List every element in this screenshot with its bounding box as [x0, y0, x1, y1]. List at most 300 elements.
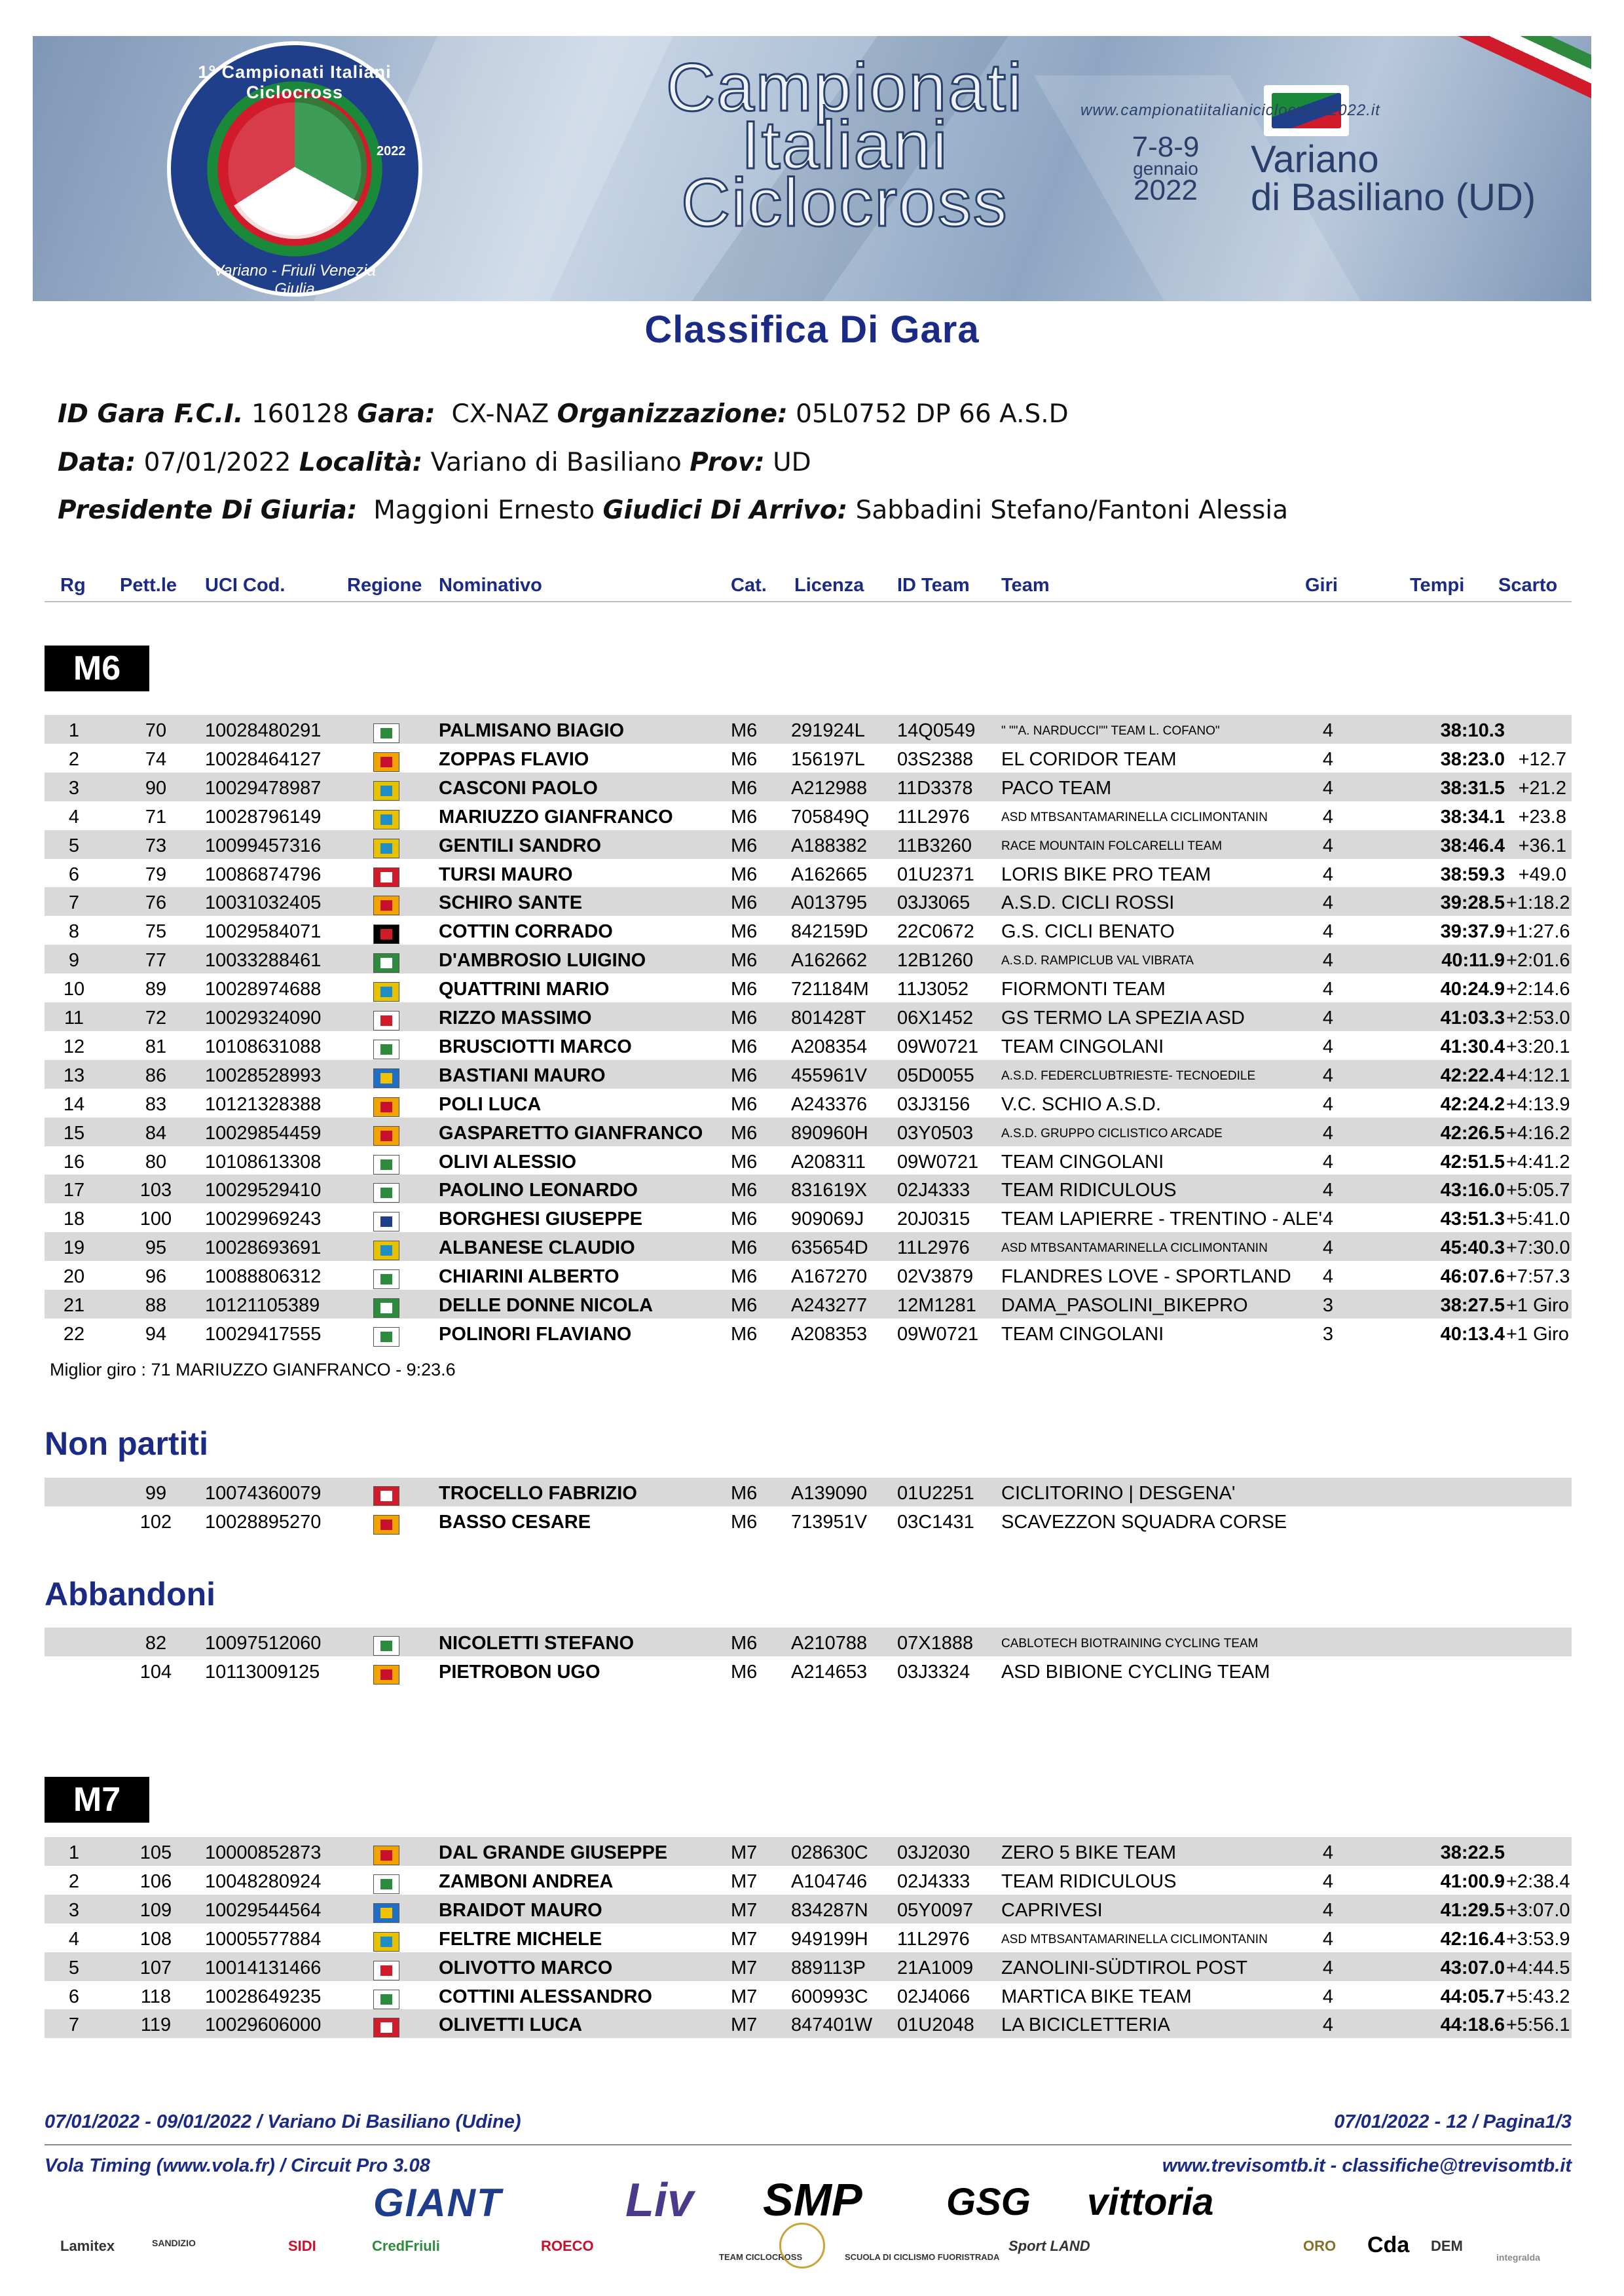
time: 38:10.3 — [1440, 720, 1505, 741]
bib-number: 102 — [139, 1511, 172, 1533]
time: 44:18.6 — [1440, 2014, 1505, 2036]
region-flag-ven-icon — [373, 752, 399, 772]
team-name: A.S.D. RAMPICLUB VAL VIBRATA — [1001, 954, 1194, 968]
time: 38:27.5 — [1440, 1295, 1505, 1316]
region-emblem-icon — [380, 1879, 392, 1889]
table-row — [45, 974, 1572, 1002]
rank: 6 — [68, 864, 80, 885]
col-id-team: ID Team — [897, 575, 970, 596]
gap: +21.2 — [1518, 777, 1566, 799]
region-flag-icon — [373, 1631, 402, 1652]
sponsor-sidi-logo: SIDI — [288, 2238, 316, 2254]
region-flag-mar-icon — [373, 1155, 399, 1175]
uci-code: 10029324090 — [205, 1008, 322, 1029]
table-row — [45, 1952, 1572, 1981]
table-row — [45, 887, 1572, 916]
col-giri: Giri — [1305, 575, 1338, 596]
uci-code: 10099457316 — [205, 835, 322, 856]
rider-name: SCHIRO SANTE — [439, 892, 583, 914]
team-name: TEAM LAPIERRE - TRENTINO - ALE' — [1001, 1209, 1323, 1230]
rank: 1 — [68, 720, 80, 741]
table-row — [45, 744, 1572, 773]
region-flag-icon — [373, 833, 402, 854]
region-emblem-icon — [380, 843, 392, 854]
uci-code: 10028528993 — [205, 1065, 322, 1086]
team-id: 12M1281 — [897, 1295, 976, 1316]
rider-name: BRUSCIOTTI MARCO — [439, 1036, 632, 1057]
team-name: CAPRIVESI — [1001, 1899, 1103, 1921]
sponsor-cda-logo: Cda — [1367, 2232, 1410, 2257]
region-flag-ven-icon — [373, 1846, 399, 1865]
rider-name: DELLE DONNE NICOLA — [439, 1295, 654, 1316]
region-flag-laz-icon — [373, 1932, 399, 1952]
region-flag-icon — [373, 1235, 402, 1256]
rider-name: OLIVOTTO MARCO — [439, 1957, 613, 1978]
school-crest-icon — [779, 2223, 825, 2269]
laps: 4 — [1322, 892, 1334, 914]
logo-ring-top-text: 1° Campionati Italiani Ciclocross — [198, 62, 392, 102]
region-flag-sar-icon — [373, 1183, 399, 1203]
gap: +4:12.1 — [1506, 1065, 1570, 1086]
rider-name: DAL GRANDE GIUSEPPE — [439, 1842, 668, 1863]
sponsor-sportland-logo: Sport LAND — [1008, 2238, 1090, 2254]
team-id: 02V3879 — [897, 1266, 974, 1288]
team-name: CICLITORINO | DESGENA' — [1001, 1483, 1236, 1504]
rider-name: PAOLINO LEONARDO — [439, 1180, 638, 1201]
event-dates — [1080, 131, 1251, 206]
category: M6 — [731, 1483, 758, 1504]
gap: +12.7 — [1518, 748, 1566, 770]
category: M6 — [731, 720, 758, 741]
uci-code: 10031032405 — [205, 892, 322, 914]
region-flag-mar-icon — [373, 1327, 399, 1347]
gap: +49.0 — [1518, 864, 1566, 885]
col-regione: Regione — [347, 575, 422, 596]
rank: 9 — [68, 950, 80, 972]
meta-line-date — [58, 448, 811, 477]
table-row — [45, 1089, 1572, 1118]
team-id: 14Q0549 — [897, 720, 976, 741]
footer-page-info: 07/01/2022 - 12 / Pagina1/3 — [1334, 2111, 1572, 2132]
logo-ring-bottom-text: Variano - Friuli Venezia Giulia — [213, 262, 376, 298]
table-row — [45, 773, 1572, 801]
region-flag-pie-icon — [373, 2018, 399, 2037]
rider-name: OLIVETTI LUCA — [439, 2014, 583, 2036]
gara-value: CX-NAZ — [451, 399, 549, 429]
region-flag-icon — [373, 776, 402, 797]
region-emblem-icon — [380, 1520, 392, 1530]
region-flag-icon — [373, 919, 402, 940]
license: A162665 — [791, 864, 868, 885]
time: 42:51.5 — [1440, 1151, 1505, 1173]
region-flag-icon — [373, 1034, 402, 1055]
license: 909069J — [791, 1209, 864, 1230]
gap: +3:07.0 — [1506, 1899, 1570, 1921]
time: 46:07.6 — [1440, 1266, 1505, 1288]
team-id: 05D0055 — [897, 1065, 974, 1086]
license: 600993C — [791, 1986, 868, 2007]
bib-number: 106 — [139, 1870, 172, 1892]
laps: 4 — [1322, 1237, 1334, 1259]
rank: 13 — [63, 1065, 85, 1086]
uci-code: 10000852873 — [205, 1842, 322, 1863]
venue-line: Variano — [1251, 138, 1379, 181]
region-emblem-icon — [380, 2022, 392, 2033]
time: 43:07.0 — [1440, 1957, 1505, 1978]
bib-number: 105 — [139, 1842, 172, 1863]
uci-code: 10121105389 — [205, 1295, 320, 1316]
rank: 5 — [68, 835, 80, 856]
team-id: 20J0315 — [897, 1209, 970, 1230]
region-flag-icon — [373, 747, 402, 768]
region-flag-icon — [373, 1510, 402, 1531]
category: M6 — [731, 1122, 758, 1144]
team-name: ZERO 5 BIKE TEAM — [1001, 1842, 1176, 1863]
rank: 8 — [68, 921, 80, 943]
table-row — [45, 715, 1572, 744]
table-row — [45, 859, 1572, 888]
time: 41:30.4 — [1440, 1036, 1505, 1057]
team-ciclocross-label: TEAM CICLOCROSS — [719, 2252, 803, 2262]
license: 635654D — [791, 1237, 868, 1259]
category: M6 — [731, 979, 758, 1000]
team-name: ASD MTBSANTAMARINELLA CICLIMONTANIN — [1001, 1932, 1268, 1946]
uci-code: 10029417555 — [205, 1323, 322, 1345]
rank: 2 — [68, 748, 80, 770]
cyclist-logo-icon — [223, 95, 367, 239]
region-flag-abr-icon — [373, 1298, 399, 1318]
dates-days: 7-8-9 — [1132, 131, 1200, 163]
sponsor-gsg-logo: GSG — [946, 2181, 1031, 2223]
bib-number: 108 — [139, 1928, 172, 1950]
col-cat: Cat. — [731, 575, 767, 596]
meta-line-jury — [58, 496, 1288, 525]
category: M6 — [731, 1237, 758, 1259]
team-id: 03J3156 — [897, 1093, 970, 1115]
gap: +4:16.2 — [1506, 1122, 1570, 1144]
laps: 4 — [1322, 950, 1334, 972]
region-emblem-icon — [380, 1641, 392, 1651]
bib-number: 107 — [139, 1957, 172, 1978]
bib-number: 70 — [145, 720, 167, 741]
sponsor-liv-logo: Liv — [625, 2174, 694, 2227]
time: 38:34.1 — [1440, 806, 1505, 828]
bib-number: 71 — [145, 806, 167, 828]
team-id: 11L2976 — [897, 806, 970, 828]
team-id: 01U2371 — [897, 864, 974, 885]
laps: 3 — [1322, 1323, 1334, 1345]
region-emblem-icon — [380, 1908, 392, 1918]
sponsor-giant-logo: GIANT — [373, 2181, 502, 2225]
rank: 4 — [68, 806, 80, 828]
table-row — [45, 1506, 1572, 1535]
laps: 4 — [1322, 1266, 1334, 1288]
region-emblem-icon — [380, 1216, 392, 1227]
license: A188382 — [791, 835, 868, 856]
sponsor-sandizio-logo: SANDIZIO — [152, 2238, 196, 2248]
region-emblem-icon — [380, 728, 392, 738]
table-row — [45, 1146, 1572, 1175]
laps: 4 — [1322, 1870, 1334, 1892]
region-flag-ven-icon — [373, 1097, 399, 1117]
team-name: ASD MTBSANTAMARINELLA CICLIMONTANIN — [1001, 810, 1268, 824]
team-name: TEAM CINGOLANI — [1001, 1036, 1164, 1057]
uci-code: 10014131466 — [205, 1957, 322, 1978]
region-flag-icon — [373, 1869, 402, 1890]
region-emblem-icon — [380, 1159, 392, 1170]
region-flag-icon — [373, 1121, 402, 1142]
team-name: V.C. SCHIO A.S.D. — [1001, 1093, 1161, 1115]
gap: +36.1 — [1518, 835, 1566, 856]
category: M6 — [731, 1323, 758, 1345]
uci-code: 10029584071 — [205, 921, 322, 943]
data-value: 07/01/2022 — [143, 448, 291, 477]
banner-title-line: Ciclocross — [681, 165, 1008, 241]
uci-code: 10028464127 — [205, 748, 322, 770]
license: 842159D — [791, 921, 868, 943]
region-emblem-icon — [380, 987, 392, 997]
uci-code: 10097512060 — [205, 1633, 322, 1654]
team-id: 11L2976 — [897, 1237, 970, 1259]
license: A208311 — [791, 1151, 866, 1173]
org-label: Organizzazione: — [557, 399, 788, 429]
time: 45:40.3 — [1440, 1237, 1505, 1259]
rank: 20 — [63, 1266, 85, 1288]
region-flag-pie-icon — [373, 867, 399, 887]
category: M6 — [731, 1266, 758, 1288]
time: 41:29.5 — [1440, 1899, 1505, 1921]
time: 38:59.3 — [1440, 864, 1505, 885]
bib-number: 90 — [145, 777, 167, 799]
gap: +1 Giro — [1506, 1323, 1569, 1345]
rider-name: D'AMBROSIO LUIGINO — [439, 950, 646, 972]
dates-month: gennaio — [1133, 158, 1198, 179]
category: M7 — [731, 1928, 758, 1950]
col-uci: UCI Cod. — [205, 575, 286, 596]
region-flag-icon — [373, 1207, 402, 1228]
time: 42:24.2 — [1440, 1093, 1505, 1115]
team-id: 02J4333 — [897, 1870, 970, 1892]
laps: 4 — [1322, 1122, 1334, 1144]
region-emblem-icon — [380, 1850, 392, 1861]
bib-number: 99 — [145, 1483, 167, 1504]
region-flag-icon — [373, 1006, 402, 1027]
rank: 6 — [68, 1986, 80, 2007]
laps: 4 — [1322, 979, 1334, 1000]
uci-code: 10029969243 — [205, 1209, 322, 1230]
region-flag-laz-icon — [373, 1241, 399, 1260]
team-id: 03Y0503 — [897, 1122, 974, 1144]
rank: 10 — [63, 979, 85, 1000]
team-id: 11J3052 — [897, 979, 969, 1000]
team-name: CABLOTECH BIOTRAINING CYCLING TEAM — [1001, 1637, 1259, 1650]
rider-name: BORGHESI GIUSEPPE — [439, 1209, 643, 1230]
region-emblem-icon — [380, 1937, 392, 1947]
gap: +2:38.4 — [1506, 1870, 1570, 1892]
col-licenza: Licenza — [794, 575, 864, 596]
uci-code: 10121328388 — [205, 1093, 322, 1115]
team-id: 11D3378 — [897, 777, 973, 799]
bib-number: 84 — [145, 1122, 167, 1144]
rider-name: FELTRE MICHELE — [439, 1928, 602, 1950]
rank: 11 — [64, 1008, 84, 1029]
region-flag-tre-icon — [373, 1212, 399, 1231]
gap: +5:41.0 — [1506, 1209, 1570, 1230]
footer-contact[interactable]: www.trevisomtb.it - classifiche@trevisomtb.it — [1162, 2155, 1572, 2176]
table-row — [45, 1203, 1572, 1232]
category: M6 — [731, 1065, 758, 1086]
time: 40:24.9 — [1440, 979, 1505, 1000]
license: A013795 — [791, 892, 868, 914]
page-title: Classifica Di Gara — [644, 308, 980, 351]
license: 949199H — [791, 1928, 868, 1950]
time: 38:46.4 — [1440, 835, 1505, 856]
table-row — [45, 1319, 1572, 1347]
category: M7 — [731, 2014, 758, 2036]
team-id: 07X1888 — [897, 1633, 974, 1654]
team-id: 06X1452 — [897, 1008, 974, 1029]
region-emblem-icon — [380, 1994, 392, 2005]
rank: 3 — [68, 1899, 80, 1921]
region-flag-icon — [373, 1178, 402, 1199]
sponsor-credfriuli-logo: CredFriuli — [372, 2238, 440, 2254]
table-row — [45, 1002, 1572, 1031]
region-emblem-icon — [380, 929, 392, 939]
region-emblem-icon — [380, 1073, 392, 1084]
gap: +3:20.1 — [1506, 1036, 1570, 1057]
team-name: DAMA_PASOLINI_BIKEPRO — [1001, 1295, 1248, 1316]
table-row — [45, 945, 1572, 974]
col-tempi: Tempi — [1410, 575, 1465, 596]
col-team: Team — [1001, 575, 1050, 596]
laps: 4 — [1322, 777, 1334, 799]
laps: 4 — [1322, 1008, 1334, 1029]
region-flag-lom-icon — [373, 1636, 399, 1656]
banner-title — [583, 50, 1107, 241]
org-value: 05L0752 DP 66 A.S.D — [796, 399, 1069, 429]
rank: 7 — [68, 2014, 80, 2036]
rider-name: POLI LUCA — [439, 1093, 542, 1115]
rider-name: GASPARETTO GIANFRANCO — [439, 1122, 703, 1144]
team-id: 22C0672 — [897, 921, 974, 943]
table-row — [45, 1895, 1572, 1923]
region-flag-icon — [373, 1150, 402, 1171]
team-name: RACE MOUNTAIN FOLCARELLI TEAM — [1001, 839, 1223, 853]
gap: +1 Giro — [1506, 1295, 1569, 1316]
table-row — [45, 1837, 1572, 1866]
region-flag-icon — [373, 1660, 402, 1681]
localita-label: Località: — [299, 448, 423, 477]
rank: 14 — [63, 1093, 85, 1115]
sponsor-integralda-logo: integralda — [1496, 2252, 1540, 2263]
license: 801428T — [791, 1008, 866, 1029]
team-name: A.S.D. FEDERCLUBTRIESTE- TECNOEDILE — [1001, 1068, 1256, 1083]
uci-code: 10028649235 — [205, 1986, 322, 2007]
banner-title-line: Campionati — [665, 50, 1024, 126]
uci-code: 10086874796 — [205, 864, 322, 885]
laps: 4 — [1322, 1093, 1334, 1115]
sponsor-smp-logo: SMP — [763, 2174, 862, 2225]
region-flag-pie-icon — [373, 1486, 399, 1506]
rank: 18 — [63, 1209, 85, 1230]
category: M6 — [731, 1180, 758, 1201]
rank: 1 — [68, 1842, 80, 1863]
laps: 4 — [1322, 864, 1334, 885]
table-row — [45, 1866, 1572, 1895]
table-row — [45, 1478, 1572, 1506]
license: A214653 — [791, 1661, 868, 1683]
laps: 4 — [1322, 1151, 1334, 1173]
bib-number: 100 — [139, 1209, 172, 1230]
team-id: 01U2251 — [897, 1483, 974, 1504]
uci-code: 10029529410 — [205, 1180, 322, 1201]
team-name: SCAVEZZON SQUADRA CORSE — [1001, 1511, 1287, 1533]
region-emblem-icon — [380, 786, 392, 796]
gap: +7:30.0 — [1506, 1237, 1570, 1259]
bib-number: 83 — [145, 1093, 167, 1115]
bib-number: 89 — [145, 979, 167, 1000]
time: 41:03.3 — [1440, 1008, 1505, 1029]
gap: +2:53.0 — [1506, 1008, 1570, 1029]
laps: 4 — [1322, 1065, 1334, 1086]
region-flag-ven-icon — [373, 1515, 399, 1535]
bib-number: 88 — [145, 1295, 167, 1316]
category: M6 — [731, 1151, 758, 1173]
laps: 4 — [1322, 2014, 1334, 2036]
team-id: 09W0721 — [897, 1036, 979, 1057]
team-id: 09W0721 — [897, 1323, 979, 1345]
table-row — [45, 1118, 1572, 1146]
region-flag-sar-icon — [373, 1990, 399, 2009]
table-row — [45, 916, 1572, 945]
rider-name: ZOPPAS FLAVIO — [439, 748, 589, 770]
giudici-value: Sabbadini Stefano/Fantoni Alessia — [855, 496, 1289, 525]
region-flag-icon — [373, 1322, 402, 1343]
rider-name: POLINORI FLAVIANO — [439, 1323, 632, 1345]
region-flag-fri-icon — [373, 1068, 399, 1088]
rider-name: CASCONI PAOLO — [439, 777, 598, 799]
banner-title-line: Italiani — [741, 107, 949, 183]
scuola-ciclismo-label: SCUOLA DI CICLISMO FUORISTRADA — [845, 2252, 1000, 2262]
time: 40:13.4 — [1440, 1323, 1505, 1345]
table-row — [45, 1628, 1572, 1656]
region-flag-icon — [373, 718, 402, 739]
laps: 4 — [1322, 1209, 1334, 1230]
region-emblem-icon — [380, 872, 392, 883]
bib-number: 104 — [139, 1661, 172, 1683]
laps: 4 — [1322, 1036, 1334, 1057]
bib-number: 95 — [145, 1237, 167, 1259]
giudici-label: Giudici Di Arrivo: — [602, 496, 848, 525]
time: 44:05.7 — [1440, 1986, 1505, 2007]
bib-number: 96 — [145, 1266, 167, 1288]
license: A212988 — [791, 777, 868, 799]
laps: 4 — [1322, 921, 1334, 943]
bib-number: 82 — [145, 1633, 167, 1654]
bib-number: 74 — [145, 748, 167, 770]
section-non-partiti: Non partiti — [45, 1425, 208, 1462]
gap: +3:53.9 — [1506, 1928, 1570, 1950]
gap: +5:56.1 — [1506, 2014, 1570, 2036]
bib-number: 86 — [145, 1065, 167, 1086]
category: M6 — [731, 921, 758, 943]
region-flag-icon — [373, 977, 402, 998]
category-badge-m6: M6 — [45, 646, 149, 691]
license: 455961V — [791, 1065, 868, 1086]
time: 42:26.5 — [1440, 1122, 1505, 1144]
sponsor-lamitex-logo: Lamitex — [60, 2238, 115, 2254]
category: M6 — [731, 1511, 758, 1533]
